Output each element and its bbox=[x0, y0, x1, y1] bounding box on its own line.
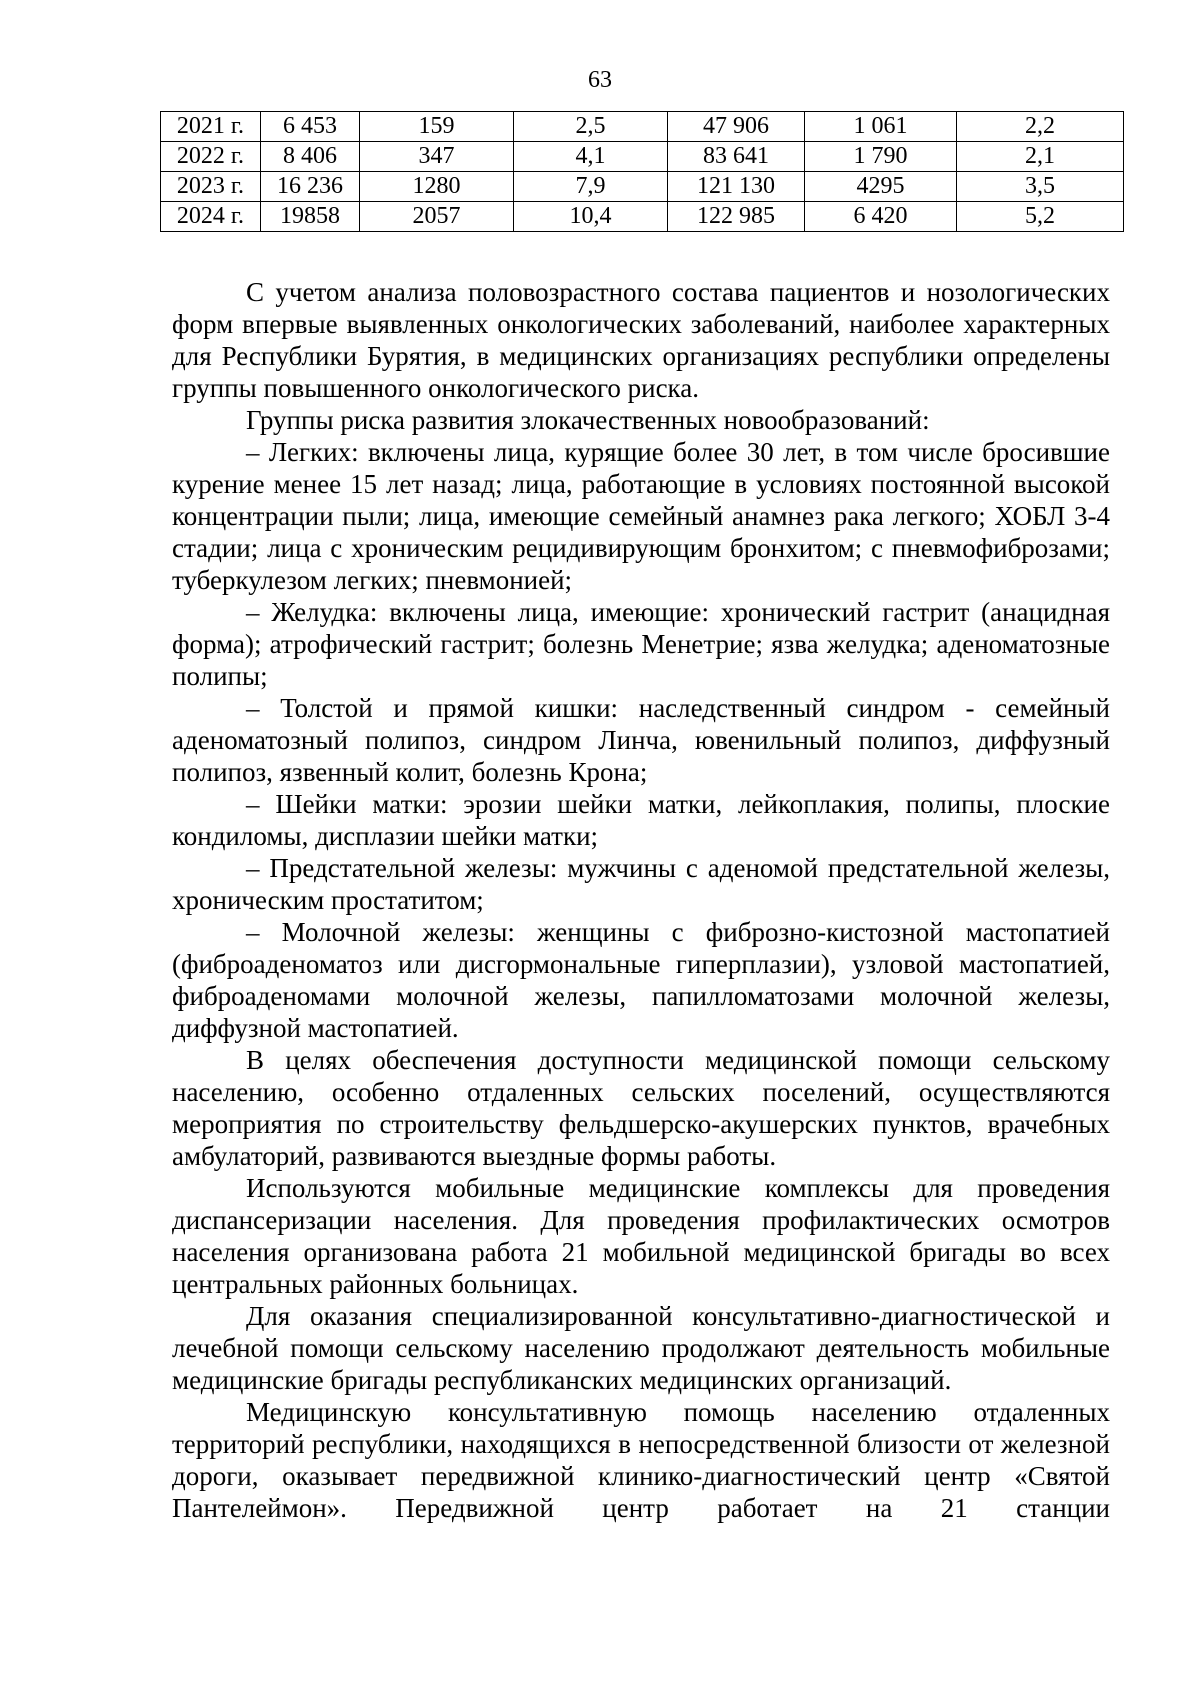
table-cell: 8 406 bbox=[261, 142, 360, 172]
table-cell: 2057 bbox=[360, 202, 514, 232]
table-cell: 2,1 bbox=[957, 142, 1124, 172]
table-cell: 2,2 bbox=[957, 112, 1124, 142]
paragraph-stomach: – Желудка: включены лица, имеющие: хронический гастрит (анацидная форма); атрофический гастрит; болезнь Менетрие; язва желудка; аденоматозные полипы; bbox=[172, 597, 1110, 691]
paragraph-rural-access: В целях обеспечения доступности медицинской помощи сельскому населению, особенно отдаленных сельских поселений, осуществляются мероприятия по строительству фельдшерско-акушерских пунктов, врачебных амбулаторий, развиваются выездные формы работы. bbox=[172, 1045, 1110, 1171]
table-row bbox=[161, 142, 1124, 172]
table-cell: 19858 bbox=[261, 202, 360, 232]
paragraph-lungs: – Легких: включены лица, курящие более 30 лет, в том числе бросившие курение менее 15 лет назад; лица, работающие в условиях постоянной высокой концентрации пыли; лица, имеющие семейный анамнез рака легкого; ХОБЛ 3-4 стадии; лица с хроническим рецидивирующим бронхитом; с пневмофиброзами; туберкулезом легких; пневмонией; bbox=[172, 437, 1110, 595]
body-text bbox=[172, 276, 1110, 1524]
table-cell: 83 641 bbox=[668, 142, 805, 172]
paragraph-risk-groups: Группы риска развития злокачественных новообразований: bbox=[246, 405, 930, 435]
table-cell: 7,9 bbox=[514, 172, 668, 202]
paragraph-cervix: – Шейки матки: эрозии шейки матки, лейкоплакия, полипы, плоские кондиломы, дисплазии шейки матки; bbox=[172, 789, 1110, 851]
table-cell: 5,2 bbox=[957, 202, 1124, 232]
table-cell: 6 453 bbox=[261, 112, 360, 142]
table-cell: 6 420 bbox=[805, 202, 957, 232]
table-cell: 121 130 bbox=[668, 172, 805, 202]
paragraph-breast: – Молочной железы: женщины с фиброзно-кистозной мастопатией (фиброаденоматоз или дисгормональные гиперплазии), узловой мастопатией, фиброаденомами молочной железы, папилломатозами молочной железы, диффузной мастопатией. bbox=[172, 917, 1110, 1043]
table-cell: 47 906 bbox=[668, 112, 805, 142]
table-cell: 2,5 bbox=[514, 112, 668, 142]
table-cell: 347 bbox=[360, 142, 514, 172]
table-cell: 1280 bbox=[360, 172, 514, 202]
statistics-table bbox=[160, 111, 1124, 232]
table-row bbox=[161, 112, 1124, 142]
table-cell: 1 061 bbox=[805, 112, 957, 142]
table-cell: 122 985 bbox=[668, 202, 805, 232]
paragraph-mobile-teams: Для оказания специализированной консультативно-диагностической и лечебной помощи сельскому населению продолжают деятельность мобильные медицинские бригады республиканских медицинских организаций. bbox=[172, 1301, 1110, 1395]
paragraph-mobile-complexes: Используются мобильные медицинские комплексы для проведения диспансеризации населения. Для проведения профилактических осмотров населения организована работа 21 мобильной медицинской бригады во всех центральных районных больницах. bbox=[172, 1173, 1110, 1299]
table-cell: 2023 г. bbox=[161, 172, 261, 202]
table-row bbox=[161, 172, 1124, 202]
page-number: 63 bbox=[588, 67, 612, 93]
table-row bbox=[161, 202, 1124, 232]
table-cell: 159 bbox=[360, 112, 514, 142]
table-cell: 16 236 bbox=[261, 172, 360, 202]
paragraph-train-center: Медицинскую консультативную помощь населению отдаленных территорий республики, находящихся в непосредственной близости от железной дороги, оказывает передвижной клинико-диагностический центр «Святой Пантелеймон». Передвижной центр работает на 21 станции bbox=[172, 1397, 1110, 1523]
paragraph-intro: С учетом анализа половозрастного состава пациентов и нозологических форм впервые выявленных онкологических заболеваний, наиболее характерных для Республики Бурятия, в медицинских организациях республики определены группы повышенного онкологического риска. bbox=[172, 277, 1110, 403]
paragraph-colon: – Толстой и прямой кишки: наследственный синдром - семейный аденоматозный полипоз, синдром Линча, ювенильный полипоз, диффузный полипоз, язвенный колит, болезнь Крона; bbox=[172, 693, 1110, 787]
table-cell: 1 790 bbox=[805, 142, 957, 172]
table-cell: 2024 г. bbox=[161, 202, 261, 232]
paragraph-prostate: – Предстательной железы: мужчины с аденомой предстательной железы, хроническим простатитом; bbox=[172, 853, 1110, 915]
table-cell: 2022 г. bbox=[161, 142, 261, 172]
table-cell: 4295 bbox=[805, 172, 957, 202]
table-cell: 4,1 bbox=[514, 142, 668, 172]
table-cell: 3,5 bbox=[957, 172, 1124, 202]
table-cell: 2021 г. bbox=[161, 112, 261, 142]
table-cell: 10,4 bbox=[514, 202, 668, 232]
